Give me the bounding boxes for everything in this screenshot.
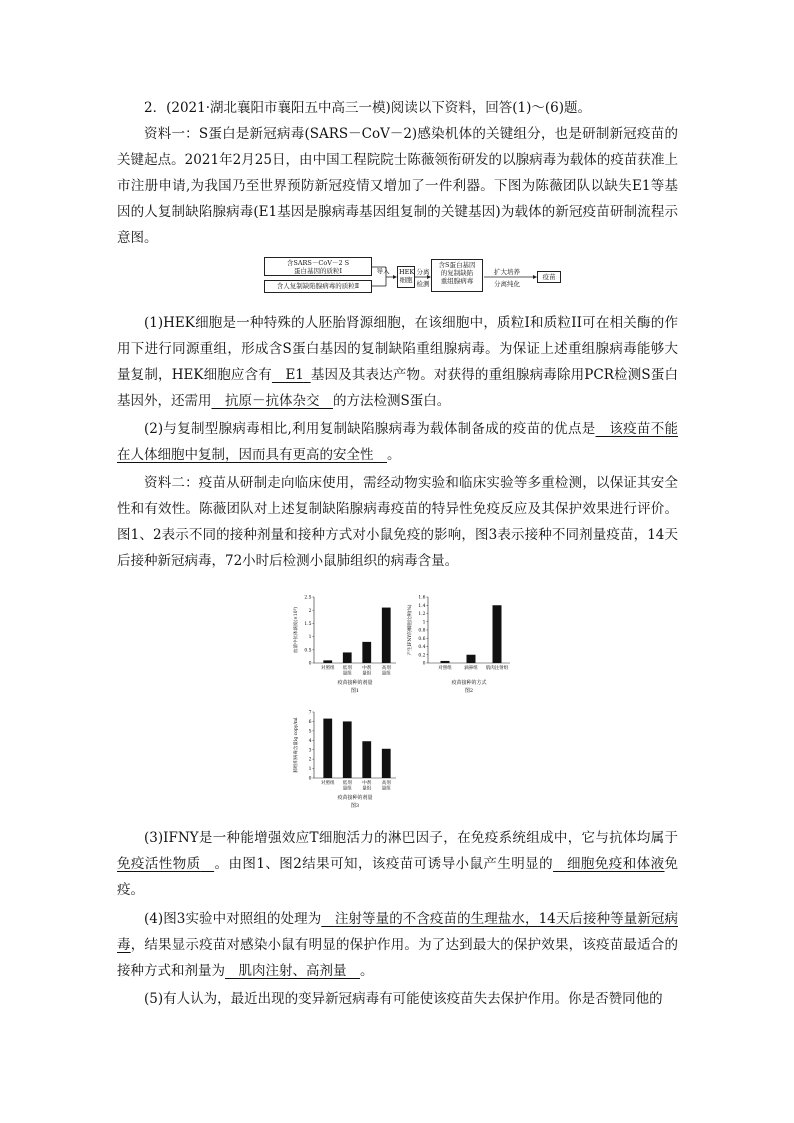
- hek-line2: 细胞: [399, 276, 413, 284]
- q1-answer-2: [212, 393, 334, 409]
- y-tick-label: 0.2: [418, 653, 426, 659]
- q1-answer-1: [272, 367, 311, 383]
- y-tick-label: 6: [308, 720, 312, 726]
- category-label: 高剂: [381, 666, 391, 671]
- category-label: 对照组: [321, 666, 335, 671]
- y-axis-label: 血清中抗体滴度(×10³): [294, 606, 299, 654]
- q4-answer-1-text: 注射等量的不含疫苗的生理盐水，14天后接种等量新冠病毒: [117, 911, 678, 953]
- vaccine-box: 疫苗: [537, 271, 561, 283]
- question-4: [117, 906, 678, 984]
- q2-text-b: 。: [387, 447, 401, 463]
- arrow-culture-label: 扩大培养: [494, 268, 520, 276]
- y-tick-label: 1.2: [418, 612, 426, 618]
- q3-text-b: 。由图1、图2结果可知，该疫苗可诱导小鼠产生明显的: [214, 856, 554, 872]
- material-two: 资料二：疫苗从研制走向临床使用，需经动物实验和临床实验等多重检测，以保证其安全性和有效性。陈薇团队对上述复制缺陷腺病毒疫苗的特异性免疫反应及其保护效果进行评价。图1、2表示不同的接种剂量和接种方式对小鼠免疫的影响，图3表示接种不同剂量疫苗，14天后接种新冠病毒，72小时后检测小鼠肺组织的病毒含量。: [117, 475, 678, 569]
- q4-answer-2: [225, 963, 360, 979]
- category-label: 量组: [381, 786, 391, 792]
- plasmid-one-line2: 蛋白基因的质粒Ⅰ: [293, 267, 343, 275]
- y-tick-label: 0: [422, 661, 426, 667]
- bar: [323, 660, 332, 663]
- x-axis-label: 疫苗接种的剂量: [337, 795, 373, 801]
- q3-answer-1-text: 免疫活性物质: [117, 856, 201, 872]
- y-tick-label: 1: [422, 620, 426, 626]
- y-tick-label: 0: [308, 776, 312, 782]
- y-tick-label: 1.5: [304, 622, 312, 627]
- y-tick-label: 1.6: [418, 595, 426, 601]
- figure-2-chart: [406, 589, 514, 705]
- bar: [493, 605, 502, 663]
- q3-answer-2: [553, 856, 664, 872]
- arrow-separate-label: 分离: [416, 268, 430, 276]
- y-tick-label: 7: [308, 710, 312, 716]
- q1-answer-2-text: 抗原－抗体杂交: [225, 393, 320, 409]
- y-tick-label: 1.4: [418, 603, 426, 609]
- bar: [323, 719, 332, 778]
- q1-text-a: (1)HEK细胞是一种特殊的人胚胎肾源细胞，在该细胞中，质粒I和质粒II可在相关酶的作用下进行同源重组，形成含S蛋白基因的复制缺陷重组腺病毒。为保证上述重组腺病毒能够大量复制，HEK细胞应含有: [117, 315, 678, 383]
- y-tick-label: 1: [308, 767, 312, 773]
- q4-text-b: ，结果显示疫苗对感染小鼠有明显的保护作用。为了达到最大的保护效果，该疫苗最适合的接种方式和剂量为: [117, 937, 678, 979]
- y-tick-label: 0.6: [418, 636, 426, 642]
- figure-3-chart: [292, 704, 400, 820]
- q2-answer-text: 该疫苗不能在人体细胞中复制，因而具有更高的安全性: [117, 421, 679, 463]
- y-tick-label: 4: [308, 738, 312, 744]
- vaccine-flowchart: [262, 253, 562, 303]
- category-label: 量组: [362, 786, 372, 792]
- category-label: 滴鼻组: [464, 666, 478, 671]
- y-tick-label: 2.5: [304, 595, 312, 601]
- category-label: 低剂: [342, 666, 352, 671]
- hek-cell-box: [397, 266, 415, 288]
- y-tick-label: 2: [308, 757, 312, 763]
- figure-title: 图2: [464, 688, 474, 694]
- x-axis-label: 疫苗接种的剂量: [337, 680, 373, 686]
- q4-text-c: 。: [360, 963, 374, 979]
- category-label: 量组: [342, 671, 352, 677]
- recombinant-line1: 含S蛋白基因: [438, 261, 476, 269]
- question-5: (5)有人认为，最近出现的变异新冠病毒有可能使该疫苗失去保护作用。你是否赞同他的: [144, 991, 663, 1007]
- y-tick-label: 5: [308, 729, 312, 735]
- q4-text-a: (4)图3实验中对照组的处理为: [144, 911, 322, 927]
- question-intro: [117, 95, 678, 121]
- y-tick-label: 0: [308, 661, 312, 667]
- y-tick-label: 0.5: [304, 648, 312, 654]
- category-label: 对照组: [438, 666, 452, 671]
- recombinant-virus-box: [431, 259, 483, 292]
- bar: [441, 661, 450, 663]
- plasmid-two-box: 含人复制缺陷腺病毒的质粒Ⅱ: [264, 280, 372, 293]
- category-label: 高剂: [381, 781, 391, 786]
- category-label: 中剂: [362, 781, 372, 786]
- y-tick-label: 3: [308, 748, 312, 754]
- figure-title: 图3: [350, 803, 360, 809]
- y-axis-label: 肺组织病毒含量lg copy/ml: [294, 717, 299, 773]
- y-tick-label: 0.4: [418, 645, 426, 651]
- plasmid-one-line1: 含SARS－CoV－2 S: [286, 259, 350, 267]
- category-label: 量组: [342, 786, 352, 792]
- arrow-detect-label: 检测: [416, 280, 430, 288]
- q4-answer-2-text: 肌肉注射、高剂量: [238, 963, 347, 979]
- q1-text-c: 的方法检测S蛋白。: [333, 393, 451, 409]
- bar: [467, 655, 476, 663]
- category-label: 低剂: [342, 781, 352, 786]
- category-label: 量组: [362, 671, 372, 677]
- q3-answer-2-text: 细胞免疫和体液: [566, 856, 665, 872]
- recombinant-line2: 的复制缺陷: [440, 269, 474, 277]
- q2-text-a: (2)与复制型腺病毒相比,利用复制缺陷腺病毒为载体制备成的疫苗的优点是: [144, 421, 596, 437]
- category-label: 量组: [381, 671, 391, 677]
- bar: [343, 721, 352, 778]
- bar: [382, 608, 391, 663]
- y-tick-label: 2: [308, 608, 312, 614]
- bar: [362, 741, 371, 778]
- y-axis-label: 产生IFNY的细胞比例(%): [408, 604, 413, 656]
- q3-text-c: 免疫。: [117, 856, 679, 898]
- category-label: 对照组: [321, 781, 335, 786]
- bar: [343, 652, 352, 663]
- category-label: 肌肉注射组: [485, 666, 509, 671]
- question-3: [117, 825, 678, 903]
- bar: [362, 642, 371, 663]
- question-intro-text: 2．(2021·湖北襄阳市襄阳五中高三一模)阅读以下资料，回答(1)～(6)题。: [144, 100, 592, 116]
- figure-title: 图1: [350, 688, 360, 694]
- material-one: 资料一：S蛋白是新冠病毒(SARS－CoV－2)感染机体的关键组分，也是研制新冠疫苗的关键起点。2021年2月25日，由中国工程院院士陈薇领衔研发的以腺病毒为载体的疫苗获准上市注册申请,为我国乃至世界预防新冠疫情又增加了一件利器。下图为陈薇团队以缺失E1等基因的人复制缺陷腺病毒(E1基因是腺病毒基因组复制的关键基因)为载体的新冠疫苗研制流程示意图。: [117, 126, 678, 246]
- q3-answer-1: [117, 856, 214, 872]
- x-axis-label: 疫苗接种的方式: [451, 680, 487, 686]
- category-label: 中剂: [362, 666, 372, 671]
- recombinant-line3: 重组腺病毒: [440, 277, 474, 285]
- y-tick-label: 0.8: [418, 628, 426, 634]
- question-2: [117, 416, 678, 468]
- question-1: [117, 310, 678, 414]
- hek-line1: HEK: [399, 268, 415, 276]
- bar: [382, 749, 391, 778]
- y-tick-label: 1: [308, 635, 312, 641]
- q1-text-b: 基因及其表达产物。对获得的重组腺病毒除用PCR检测S蛋白基因外，还需用: [117, 367, 678, 409]
- arrow-import-label: 导入: [376, 267, 390, 275]
- figure-1-chart: [292, 589, 400, 705]
- q3-text-a: (3)IFNY是一种能增强效应T细胞活力的淋巴因子，在免疫系统组成中，它与抗体均属于: [144, 830, 678, 846]
- arrow-purify-label: 分离纯化: [494, 280, 520, 288]
- q1-answer-1-text: E1: [285, 367, 304, 383]
